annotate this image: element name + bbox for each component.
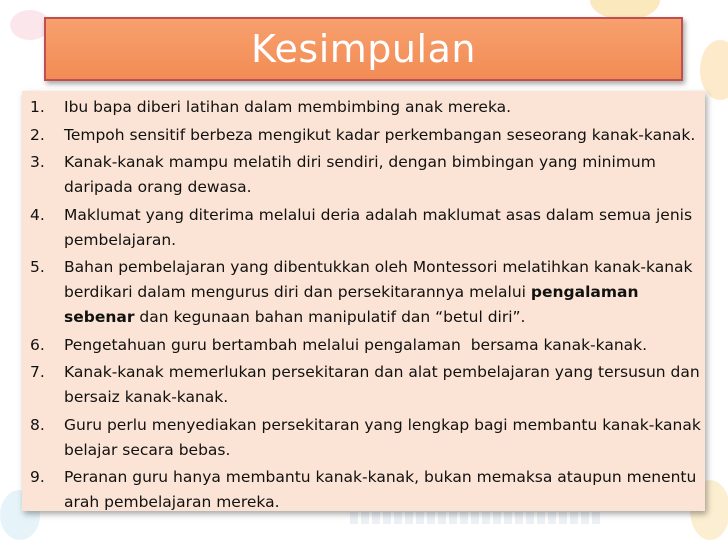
item-text: Kanak-kanak memerlukan persekitaran dan alat pembelajaran yang tersusun dan bersaiz kanak-kanak. [64,363,700,406]
list-item [30,150,705,200]
item-number: 1. [30,98,45,116]
item-number: 3. [30,153,45,171]
list-item [30,465,705,515]
list-item [30,255,705,330]
conclusion-list [22,91,705,515]
item-text: Bahan pembelajaran yang dibentukkan oleh Montessori melatihkan kanak-kanak berdikari dalam mengurus diri dan persekitarannya melalui [64,258,693,301]
item-number: 6. [30,335,45,354]
slide-title: Kesimpulan [251,27,476,71]
content-box [22,91,705,511]
item-number: 8. [30,415,45,434]
list-item [30,413,705,463]
item-text: dan kegunaan bahan manipulatif dan “betul diri”. [134,308,526,326]
list-item [30,360,705,410]
item-number: 4. [30,205,45,224]
list-item [30,123,705,148]
item-text: Tempoh sensitif berbeza mengikut kadar perkembangan seseorang kanak-kanak. [64,125,696,144]
item-number: 7. [30,363,45,381]
item-number: 2. [30,125,45,144]
item-number: 5. [30,258,45,276]
item-text: Peranan guru hanya membantu kanak-kanak, bukan memaksa ataupun menentu arah pembelajaran mereka. [64,468,697,511]
list-item [30,95,705,120]
title-box [44,17,683,81]
list-item [30,333,705,358]
item-number: 9. [30,468,45,486]
list-item [30,203,705,253]
item-text: Maklumat yang diterima melalui deria adalah maklumat asas dalam semua jenis pembelajaran. [64,205,693,249]
item-bold-text: pengalaman sebenar [64,283,639,326]
item-text: Guru perlu menyediakan persekitaran yang lengkap bagi membantu kanak-kanak belajar secara bebas. [64,415,701,459]
item-text: Pengetahuan guru bertambah melalui pengalaman bersama kanak-kanak. [64,335,648,354]
item-text: Ibu bapa diberi latihan dalam membimbing anak mereka. [64,98,512,116]
item-text: Kanak-kanak mampu melatih diri sendiri, dengan bimbingan yang minimum daripada orang dewasa. [64,153,656,196]
